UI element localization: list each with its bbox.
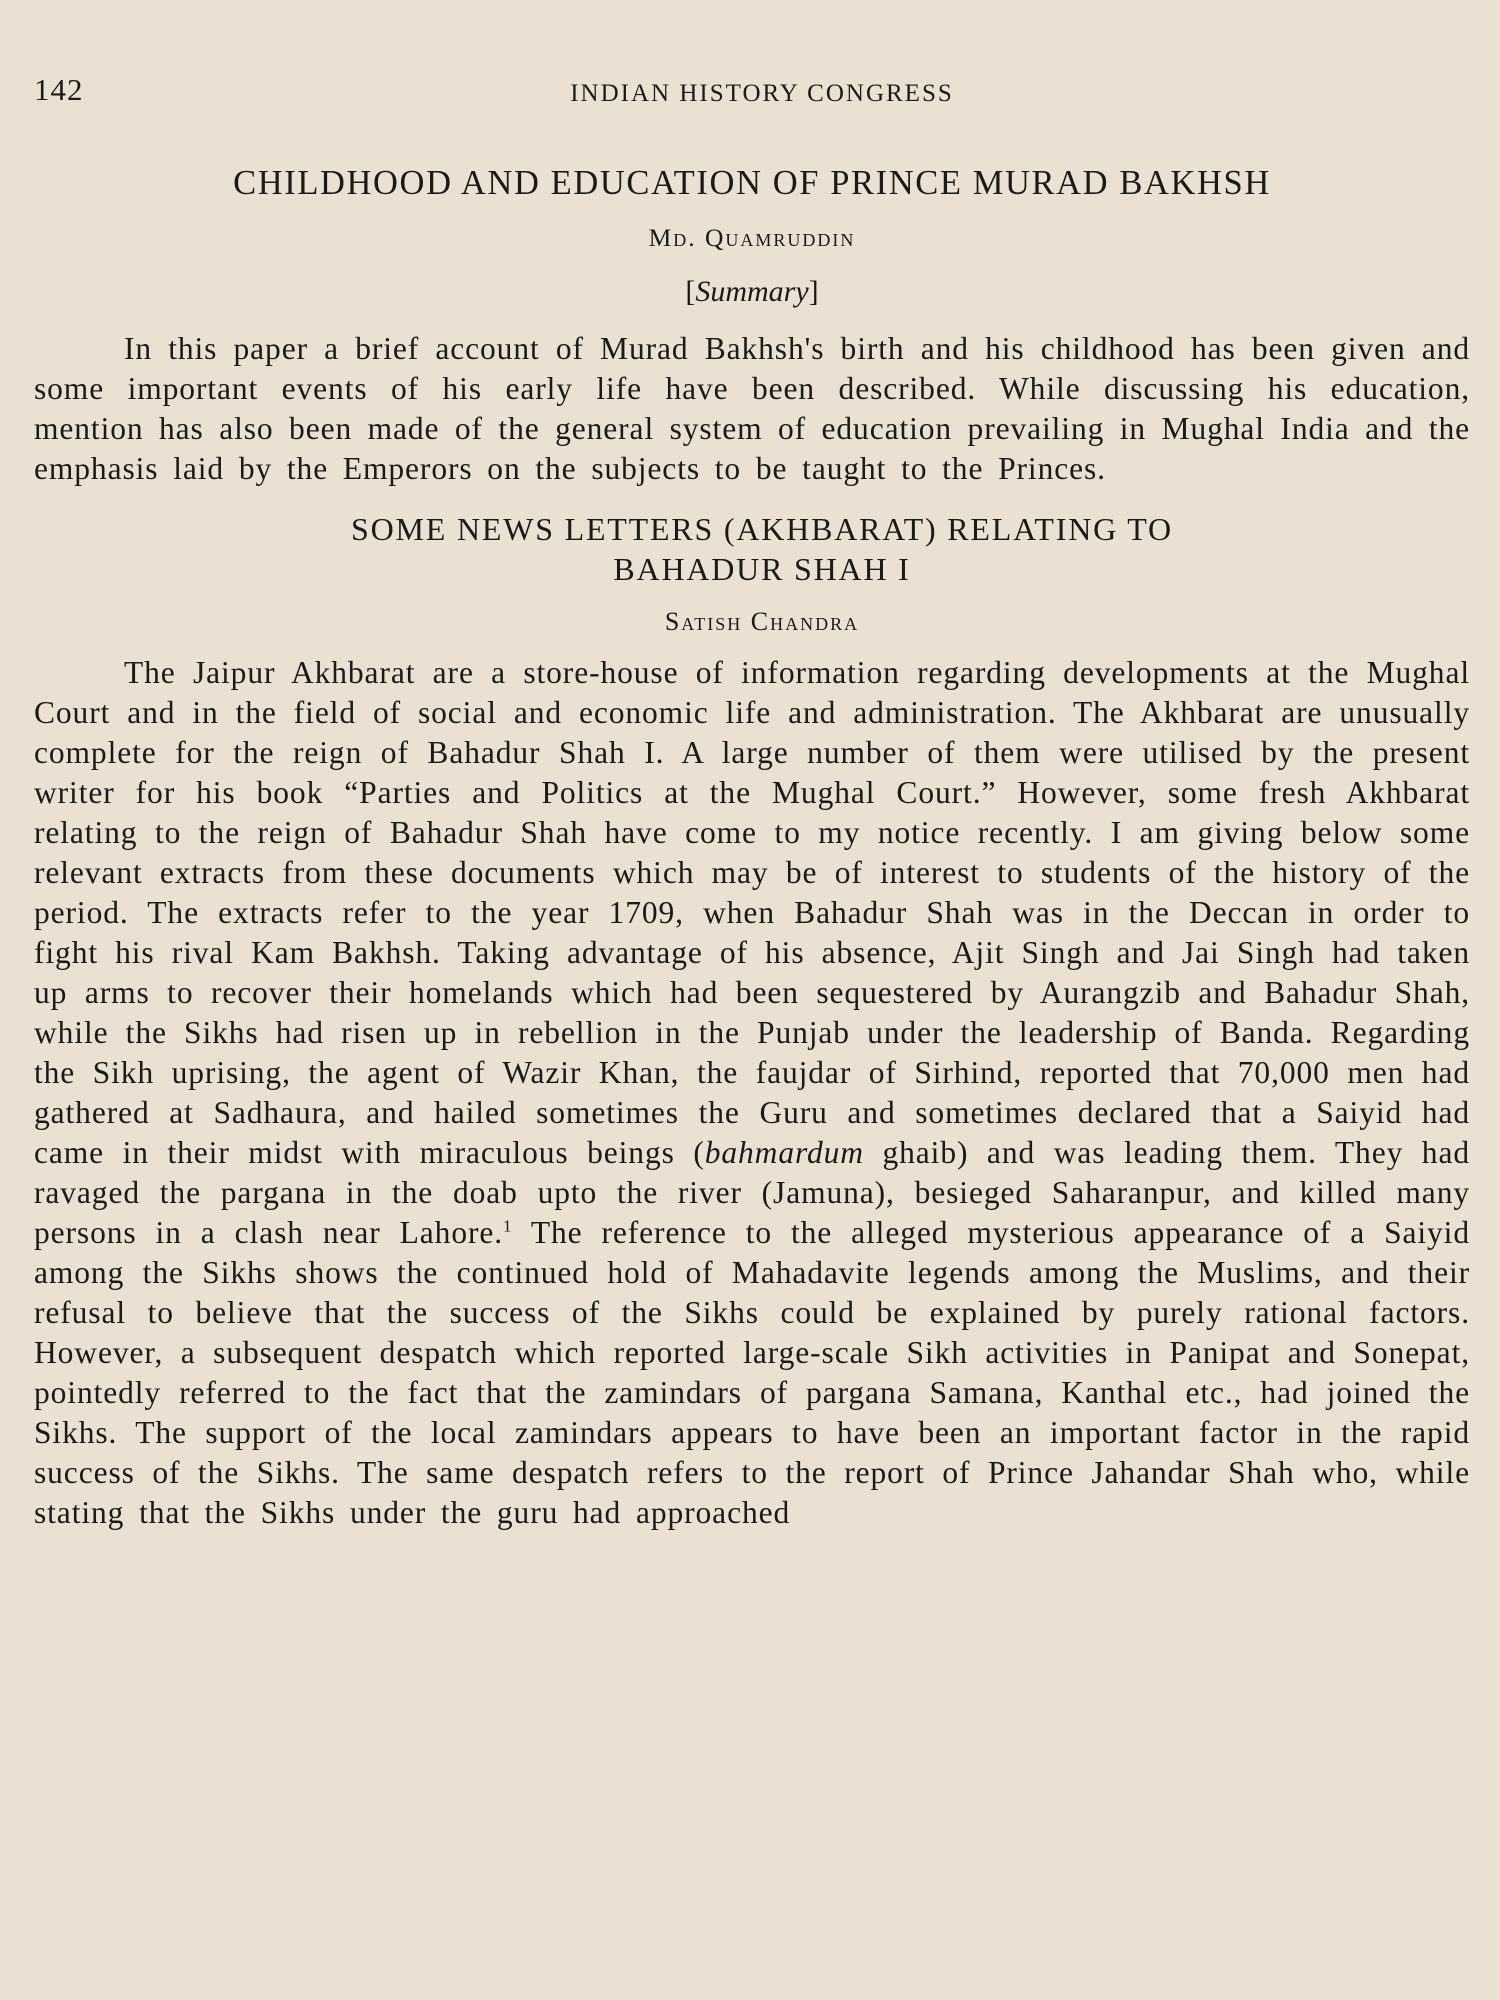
article2-body-part1: The Jaipur Akhbarat are a store-house of information regarding developments at the Mughal Court and in the field of social and economic life and administration. The Akhbarat are unusually complete for the reign of Bahadur Shah I. A large number of them were utilised by the present writer for his book “Parties and Politics at the Mughal Court.” However, some fresh Akhbarat relating to the reign of Bahadur Shah have come to my notice recently. I am giving below some relevant extracts from these documents which may be of interest to students of the history of the period. The extracts refer to the year 1709, when Bahadur Shah was in the Deccan in order to fight his rival Kam Bakhsh. Taking advantage of his absence, Ajit Singh and Jai Singh had taken up arms to recover their homelands which had been sequestered by Aurangzib and Bahadur Shah, while the Sikhs had risen up in rebellion in the Punjab under the leadership of Banda. Regarding the Sikh uprising, the agent of Wazir Khan, the faujdar of Sirhind, reported that 70,000 men had gathered at Sadhaura, and hailed sometimes the Guru and sometimes declared that a Saiyid had came in their midst with miraculous beings ( (34, 655, 1470, 1170)
article2-body-part2: ghaib) and was leading them. They had ravaged the pargana in the doab upto the river (Jamuna), besieged Saharanpur, and killed many persons in a clash near Lahore. (34, 1135, 1470, 1250)
article2-title (34, 509, 1470, 589)
footnote-marker: 1 (503, 1216, 513, 1236)
article2-body (34, 653, 1470, 1533)
article2-author-name: Satish Chandra (664, 607, 860, 636)
article2-title-line2: BAHADUR SHAH I (613, 551, 911, 587)
running-head (34, 72, 1470, 116)
article1-body: In this paper a brief account of Murad Bakhsh's birth and his childhood has been given and some important events of his early life have been described. While discussing his education, mention has also been made of the general system of education prevailing in Mughal India and the emphasis laid by the Emperors on the subjects to be taught to the Princes. (34, 331, 1470, 486)
italic-term: bahmardum (704, 1135, 864, 1170)
article1-author-name: Md. Quamruddin (648, 223, 856, 252)
article1-title: CHILDHOOD AND EDUCATION OF PRINCE MURAD BAKHSH (233, 164, 1271, 202)
page-number: 142 (34, 72, 84, 107)
article2-body-part3: The reference to the alleged mysterious appearance of a Saiyid among the Sikhs shows the continued hold of Mahadavite legends among the Muslims, and their refusal to believe that the success of the Sikhs could be explained by purely rational factors. However, a subsequent despatch which reported large-scale Sikh activities in Panipat and Sonepat, pointedly referred to the fact that the zamindars of pargana Samana, Kanthal etc., had joined the Sikhs. The support of the local zamindars appears to have been an important factor in the rapid success of the Sikhs. The same despatch refers to the report of Prince Jahandar Shah who, while stating that the Sikhs under the guru had approached (34, 1215, 1470, 1530)
article1-author (34, 223, 1470, 253)
summary-label: [Summary] (685, 275, 819, 308)
journal-name: INDIAN HISTORY CONGRESS (570, 80, 954, 107)
summary-label-text: Summary (695, 275, 809, 308)
article2-author (34, 607, 1470, 637)
article2-title-line1: SOME NEWS LETTERS (AKHBARAT) RELATING TO (351, 511, 1173, 547)
